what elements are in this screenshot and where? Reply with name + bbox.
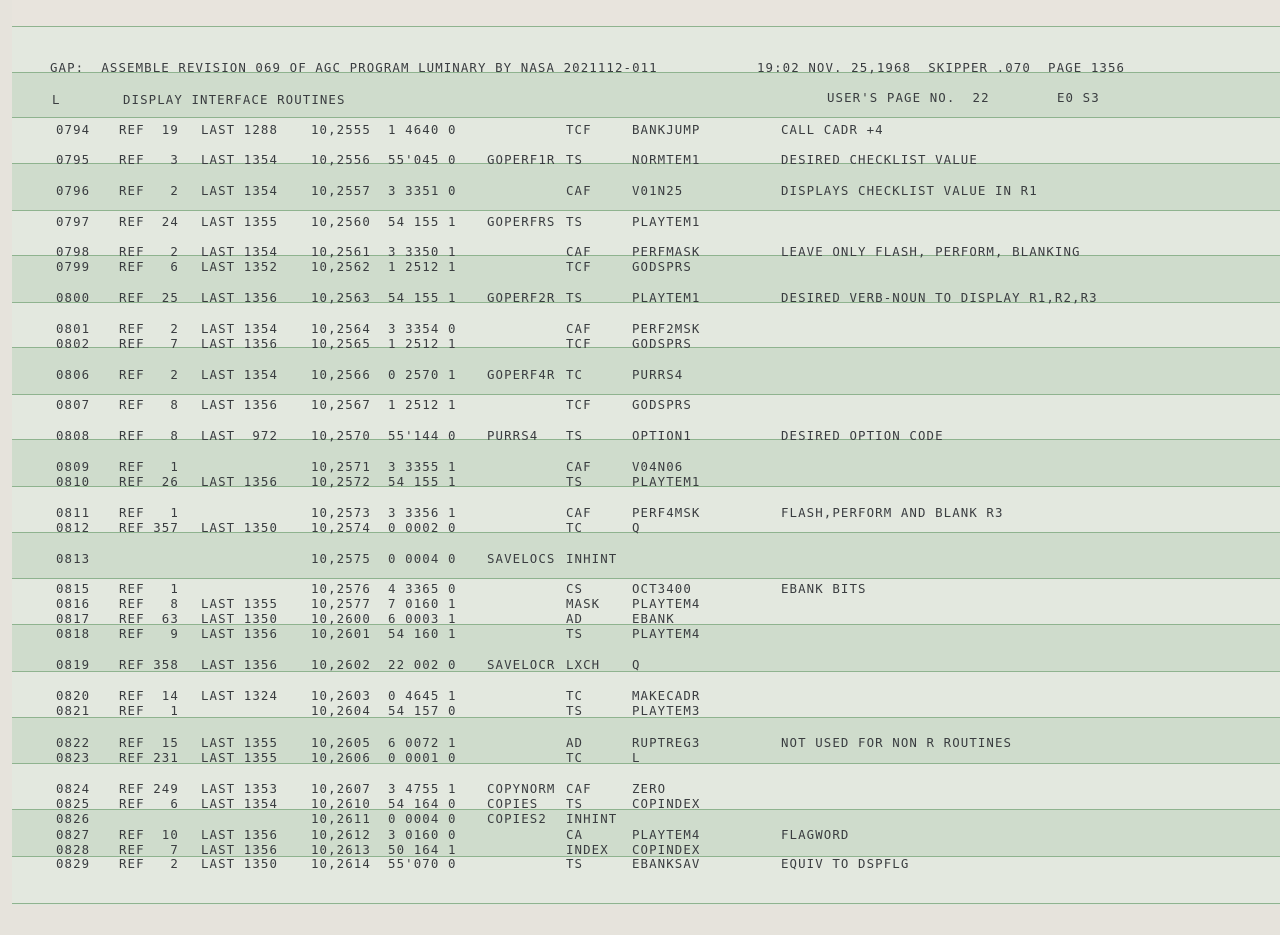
ref-count: REF 8 bbox=[119, 596, 179, 611]
line-number: 0817 bbox=[56, 611, 91, 626]
operand: EBANKSAV bbox=[632, 856, 701, 871]
line-number: 0802 bbox=[56, 336, 91, 351]
address-code: 10,2614 55'070 0 bbox=[311, 856, 457, 871]
line-number: 0813 bbox=[56, 551, 91, 566]
operand: PERF2MSK bbox=[632, 321, 701, 336]
operand: OPTION1 bbox=[632, 428, 692, 443]
assembly-timestamp: 19:02 NOV. 25,1968 SKIPPER .070 PAGE 1356 bbox=[757, 60, 1126, 75]
listing-row bbox=[0, 153, 1280, 167]
line-number: 0815 bbox=[56, 581, 91, 596]
opcode: MASK bbox=[566, 596, 601, 611]
address-code: 10,2575 0 0004 0 bbox=[311, 551, 457, 566]
ref-count: REF 9 bbox=[119, 626, 179, 641]
last-ref: LAST 1354 bbox=[201, 321, 279, 336]
opcode: TCF bbox=[566, 259, 592, 274]
last-ref: LAST 1356 bbox=[201, 397, 279, 412]
comment: FLAGWORD bbox=[781, 827, 850, 842]
comment: DESIRED CHECKLIST VALUE bbox=[781, 152, 978, 167]
ref-count: REF 1 bbox=[119, 581, 179, 596]
ref-count: REF 19 bbox=[119, 122, 179, 137]
opcode: TCF bbox=[566, 122, 592, 137]
ref-count: REF 15 bbox=[119, 735, 179, 750]
operand: RUPTREG3 bbox=[632, 735, 701, 750]
address-code: 10,2600 6 0003 1 bbox=[311, 611, 457, 626]
last-ref: LAST 1356 bbox=[201, 657, 279, 672]
line-number: 0829 bbox=[56, 856, 91, 871]
operand: ZERO bbox=[632, 781, 667, 796]
line-number: 0799 bbox=[56, 259, 91, 274]
address-code: 10,2573 3 3356 1 bbox=[311, 505, 457, 520]
label: COPYNORM bbox=[487, 781, 556, 796]
last-ref: LAST 972 bbox=[201, 428, 279, 443]
rule-line bbox=[12, 903, 1280, 904]
rule-line bbox=[12, 578, 1280, 579]
operand: PURRS4 bbox=[632, 367, 684, 382]
line-number: 0822 bbox=[56, 735, 91, 750]
opcode: INHINT bbox=[566, 811, 618, 826]
address-code: 10,2602 22 002 0 bbox=[311, 657, 457, 672]
listing-row bbox=[0, 689, 1280, 703]
listing-row bbox=[0, 782, 1280, 796]
opcode: TC bbox=[566, 688, 584, 703]
listing-row bbox=[0, 843, 1280, 857]
ref-count: REF 14 bbox=[119, 688, 179, 703]
last-ref: LAST 1355 bbox=[201, 750, 279, 765]
operand: PLAYTEM4 bbox=[632, 626, 701, 641]
address-code: 10,2606 0 0001 0 bbox=[311, 750, 457, 765]
listing-row bbox=[0, 260, 1280, 274]
address-code: 10,2557 3 3351 0 bbox=[311, 183, 457, 198]
line-number: 0828 bbox=[56, 842, 91, 857]
listing-row bbox=[0, 797, 1280, 811]
ref-count: REF 2 bbox=[119, 244, 179, 259]
address-code: 10,2564 3 3354 0 bbox=[311, 321, 457, 336]
comment: DESIRED VERB-NOUN TO DISPLAY R1,R2,R3 bbox=[781, 290, 1098, 305]
operand: OCT3400 bbox=[632, 581, 692, 596]
ref-count: REF 24 bbox=[119, 214, 179, 229]
address-code: 10,2560 54 155 1 bbox=[311, 214, 457, 229]
operand: EBANK bbox=[632, 611, 675, 626]
line-number: 0821 bbox=[56, 703, 91, 718]
ref-count: REF 357 bbox=[119, 520, 179, 535]
last-ref: LAST 1350 bbox=[201, 856, 279, 871]
comment: EBANK BITS bbox=[781, 581, 867, 596]
label: GOPERF2R bbox=[487, 290, 556, 305]
line-number: 0797 bbox=[56, 214, 91, 229]
ref-count: REF 231 bbox=[119, 750, 179, 765]
operand: COPINDEX bbox=[632, 796, 701, 811]
line-number: 0795 bbox=[56, 152, 91, 167]
opcode: CAF bbox=[566, 183, 592, 198]
ref-count: REF 358 bbox=[119, 657, 179, 672]
address-code: 10,2613 50 164 1 bbox=[311, 842, 457, 857]
operand: Q bbox=[632, 520, 641, 535]
opcode: CAF bbox=[566, 781, 592, 796]
last-ref: LAST 1354 bbox=[201, 367, 279, 382]
listing-row bbox=[0, 552, 1280, 566]
rule-line bbox=[12, 394, 1280, 395]
comment: FLASH,PERFORM AND BLANK R3 bbox=[781, 505, 1004, 520]
line-number: 0811 bbox=[56, 505, 91, 520]
listing-row bbox=[0, 123, 1280, 137]
listing-row bbox=[0, 506, 1280, 520]
operand: PLAYTEM3 bbox=[632, 703, 701, 718]
opcode: TS bbox=[566, 214, 584, 229]
line-number: 0807 bbox=[56, 397, 91, 412]
last-ref: LAST 1356 bbox=[201, 827, 279, 842]
users-page-number: USER'S PAGE NO. 22 bbox=[827, 90, 990, 105]
ref-count: REF 249 bbox=[119, 781, 179, 796]
listing-row bbox=[0, 828, 1280, 842]
opcode: TS bbox=[566, 626, 584, 641]
address-code: 10,2556 55'045 0 bbox=[311, 152, 457, 167]
last-ref: LAST 1353 bbox=[201, 781, 279, 796]
opcode: AD bbox=[566, 735, 584, 750]
address-code: 10,2565 1 2512 1 bbox=[311, 336, 457, 351]
listing-row bbox=[0, 612, 1280, 626]
ref-count: REF 26 bbox=[119, 474, 179, 489]
operand: PLAYTEM1 bbox=[632, 474, 701, 489]
last-ref: LAST 1350 bbox=[201, 611, 279, 626]
operand: GODSPRS bbox=[632, 259, 692, 274]
listing-row bbox=[0, 337, 1280, 351]
label: COPIES2 bbox=[487, 811, 547, 826]
opcode: TCF bbox=[566, 397, 592, 412]
line-number: 0801 bbox=[56, 321, 91, 336]
listing-row bbox=[0, 857, 1280, 871]
opcode: CAF bbox=[566, 321, 592, 336]
paper-edge bbox=[0, 0, 12, 935]
line-number: 0806 bbox=[56, 367, 91, 382]
line-number: 0827 bbox=[56, 827, 91, 842]
last-ref: LAST 1356 bbox=[201, 336, 279, 351]
ref-count: REF 25 bbox=[119, 290, 179, 305]
line-number: 0808 bbox=[56, 428, 91, 443]
address-code: 10,2566 0 2570 1 bbox=[311, 367, 457, 382]
operand: MAKECADR bbox=[632, 688, 701, 703]
address-code: 10,2571 3 3355 1 bbox=[311, 459, 457, 474]
address-code: 10,2563 54 155 1 bbox=[311, 290, 457, 305]
operand: PLAYTEM1 bbox=[632, 290, 701, 305]
ref-count: REF 6 bbox=[119, 259, 179, 274]
line-number: 0820 bbox=[56, 688, 91, 703]
last-ref: LAST 1356 bbox=[201, 474, 279, 489]
address-code: 10,2604 54 157 0 bbox=[311, 703, 457, 718]
line-number: 0826 bbox=[56, 811, 91, 826]
opcode: TC bbox=[566, 520, 584, 535]
address-code: 10,2611 0 0004 0 bbox=[311, 811, 457, 826]
operand: V04N06 bbox=[632, 459, 684, 474]
ref-count: REF 1 bbox=[119, 703, 179, 718]
last-ref: LAST 1354 bbox=[201, 152, 279, 167]
listing-row bbox=[0, 429, 1280, 443]
listing-row bbox=[0, 398, 1280, 412]
ref-count: REF 8 bbox=[119, 397, 179, 412]
comment: DESIRED OPTION CODE bbox=[781, 428, 944, 443]
operand: PLAYTEM4 bbox=[632, 596, 701, 611]
last-ref: LAST 1355 bbox=[201, 735, 279, 750]
last-ref: LAST 1356 bbox=[201, 290, 279, 305]
opcode: TCF bbox=[566, 336, 592, 351]
last-ref: LAST 1356 bbox=[201, 842, 279, 857]
address-code: 10,2572 54 155 1 bbox=[311, 474, 457, 489]
opcode: TS bbox=[566, 152, 584, 167]
opcode: CAF bbox=[566, 459, 592, 474]
label: GOPERF4R bbox=[487, 367, 556, 382]
listing-row bbox=[0, 322, 1280, 336]
ref-count: REF 2 bbox=[119, 856, 179, 871]
address-code: 10,2576 4 3365 0 bbox=[311, 581, 457, 596]
last-ref: LAST 1355 bbox=[201, 596, 279, 611]
listing-row bbox=[0, 658, 1280, 672]
listing-row bbox=[0, 245, 1280, 259]
line-number: 0818 bbox=[56, 626, 91, 641]
listing-row bbox=[0, 751, 1280, 765]
opcode: TC bbox=[566, 367, 584, 382]
line-number: 0794 bbox=[56, 122, 91, 137]
operand: PLAYTEM1 bbox=[632, 214, 701, 229]
ref-count: REF 7 bbox=[119, 336, 179, 351]
address-code: 10,2570 55'144 0 bbox=[311, 428, 457, 443]
address-code: 10,2610 54 164 0 bbox=[311, 796, 457, 811]
line-number: 0798 bbox=[56, 244, 91, 259]
ref-count: REF 2 bbox=[119, 183, 179, 198]
label: SAVELOCR bbox=[487, 657, 556, 672]
opcode: TS bbox=[566, 856, 584, 871]
page-code: E0 S3 bbox=[1057, 90, 1100, 105]
comment: EQUIV TO DSPFLG bbox=[781, 856, 910, 871]
line-number: 0819 bbox=[56, 657, 91, 672]
opcode: TS bbox=[566, 474, 584, 489]
comment: LEAVE ONLY FLASH, PERFORM, BLANKING bbox=[781, 244, 1081, 259]
assembly-title: GAP: ASSEMBLE REVISION 069 OF AGC PROGRAM LUMINARY BY NASA 2021112-011 bbox=[50, 60, 658, 75]
opcode: TC bbox=[566, 750, 584, 765]
listing-row bbox=[0, 521, 1280, 535]
line-number: 0800 bbox=[56, 290, 91, 305]
last-ref: LAST 1354 bbox=[201, 183, 279, 198]
address-code: 10,2561 3 3350 1 bbox=[311, 244, 457, 259]
opcode: CAF bbox=[566, 505, 592, 520]
address-code: 10,2574 0 0002 0 bbox=[311, 520, 457, 535]
last-ref: LAST 1350 bbox=[201, 520, 279, 535]
listing-row bbox=[0, 475, 1280, 489]
section-letter: L bbox=[52, 92, 61, 107]
operand: PLAYTEM4 bbox=[632, 827, 701, 842]
ref-count: REF 3 bbox=[119, 152, 179, 167]
comment: CALL CADR +4 bbox=[781, 122, 884, 137]
listing-row bbox=[0, 582, 1280, 596]
opcode: CAF bbox=[566, 244, 592, 259]
address-code: 10,2601 54 160 1 bbox=[311, 626, 457, 641]
opcode: CA bbox=[566, 827, 584, 842]
address-code: 10,2577 7 0160 1 bbox=[311, 596, 457, 611]
label: PURRS4 bbox=[487, 428, 539, 443]
listing-row bbox=[0, 597, 1280, 611]
operand: V01N25 bbox=[632, 183, 684, 198]
ref-count: REF 1 bbox=[119, 459, 179, 474]
comment: NOT USED FOR NON R ROUTINES bbox=[781, 735, 1013, 750]
rule-line bbox=[12, 117, 1280, 118]
operand: PERFMASK bbox=[632, 244, 701, 259]
address-code: 10,2603 0 4645 1 bbox=[311, 688, 457, 703]
label: COPIES bbox=[487, 796, 539, 811]
line-number: 0812 bbox=[56, 520, 91, 535]
address-code: 10,2605 6 0072 1 bbox=[311, 735, 457, 750]
line-number: 0823 bbox=[56, 750, 91, 765]
opcode: TS bbox=[566, 428, 584, 443]
rule-line bbox=[12, 26, 1280, 27]
operand: GODSPRS bbox=[632, 336, 692, 351]
last-ref: LAST 1288 bbox=[201, 122, 279, 137]
label: GOPERF1R bbox=[487, 152, 556, 167]
last-ref: LAST 1352 bbox=[201, 259, 279, 274]
line-number: 0796 bbox=[56, 183, 91, 198]
opcode: INDEX bbox=[566, 842, 609, 857]
listing-row bbox=[0, 368, 1280, 382]
last-ref: LAST 1356 bbox=[201, 626, 279, 641]
address-code: 10,2555 1 4640 0 bbox=[311, 122, 457, 137]
line-number: 0809 bbox=[56, 459, 91, 474]
listing-row bbox=[0, 460, 1280, 474]
last-ref: LAST 1354 bbox=[201, 244, 279, 259]
opcode: CS bbox=[566, 581, 584, 596]
opcode: INHINT bbox=[566, 551, 618, 566]
line-number: 0810 bbox=[56, 474, 91, 489]
address-code: 10,2567 1 2512 1 bbox=[311, 397, 457, 412]
address-code: 10,2562 1 2512 1 bbox=[311, 259, 457, 274]
listing-row bbox=[0, 215, 1280, 229]
line-number: 0824 bbox=[56, 781, 91, 796]
operand: BANKJUMP bbox=[632, 122, 701, 137]
ref-count: REF 7 bbox=[119, 842, 179, 857]
ref-count: REF 1 bbox=[119, 505, 179, 520]
ref-count: REF 2 bbox=[119, 367, 179, 382]
operand: NORMTEM1 bbox=[632, 152, 701, 167]
address-code: 10,2607 3 4755 1 bbox=[311, 781, 457, 796]
listing-row bbox=[0, 291, 1280, 305]
operand: Q bbox=[632, 657, 641, 672]
listing-row bbox=[0, 704, 1280, 718]
opcode: TS bbox=[566, 796, 584, 811]
comment: DISPLAYS CHECKLIST VALUE IN R1 bbox=[781, 183, 1038, 198]
opcode: AD bbox=[566, 611, 584, 626]
opcode: LXCH bbox=[566, 657, 601, 672]
operand: L bbox=[632, 750, 641, 765]
last-ref: LAST 1355 bbox=[201, 214, 279, 229]
section-title: DISPLAY INTERFACE ROUTINES bbox=[123, 92, 346, 107]
listing-row bbox=[0, 627, 1280, 641]
ref-count: REF 2 bbox=[119, 321, 179, 336]
operand: GODSPRS bbox=[632, 397, 692, 412]
operand: COPINDEX bbox=[632, 842, 701, 857]
line-number: 0816 bbox=[56, 596, 91, 611]
ref-count: REF 6 bbox=[119, 796, 179, 811]
label: SAVELOCS bbox=[487, 551, 556, 566]
label: GOPERFRS bbox=[487, 214, 556, 229]
ref-count: REF 10 bbox=[119, 827, 179, 842]
listing-row bbox=[0, 736, 1280, 750]
ref-count: REF 63 bbox=[119, 611, 179, 626]
opcode: TS bbox=[566, 290, 584, 305]
listing-row bbox=[0, 812, 1280, 826]
operand: PERF4MSK bbox=[632, 505, 701, 520]
address-code: 10,2612 3 0160 0 bbox=[311, 827, 457, 842]
opcode: TS bbox=[566, 703, 584, 718]
ref-count: REF 8 bbox=[119, 428, 179, 443]
last-ref: LAST 1324 bbox=[201, 688, 279, 703]
rule-line bbox=[12, 210, 1280, 211]
line-number: 0825 bbox=[56, 796, 91, 811]
last-ref: LAST 1354 bbox=[201, 796, 279, 811]
listing-row bbox=[0, 184, 1280, 198]
